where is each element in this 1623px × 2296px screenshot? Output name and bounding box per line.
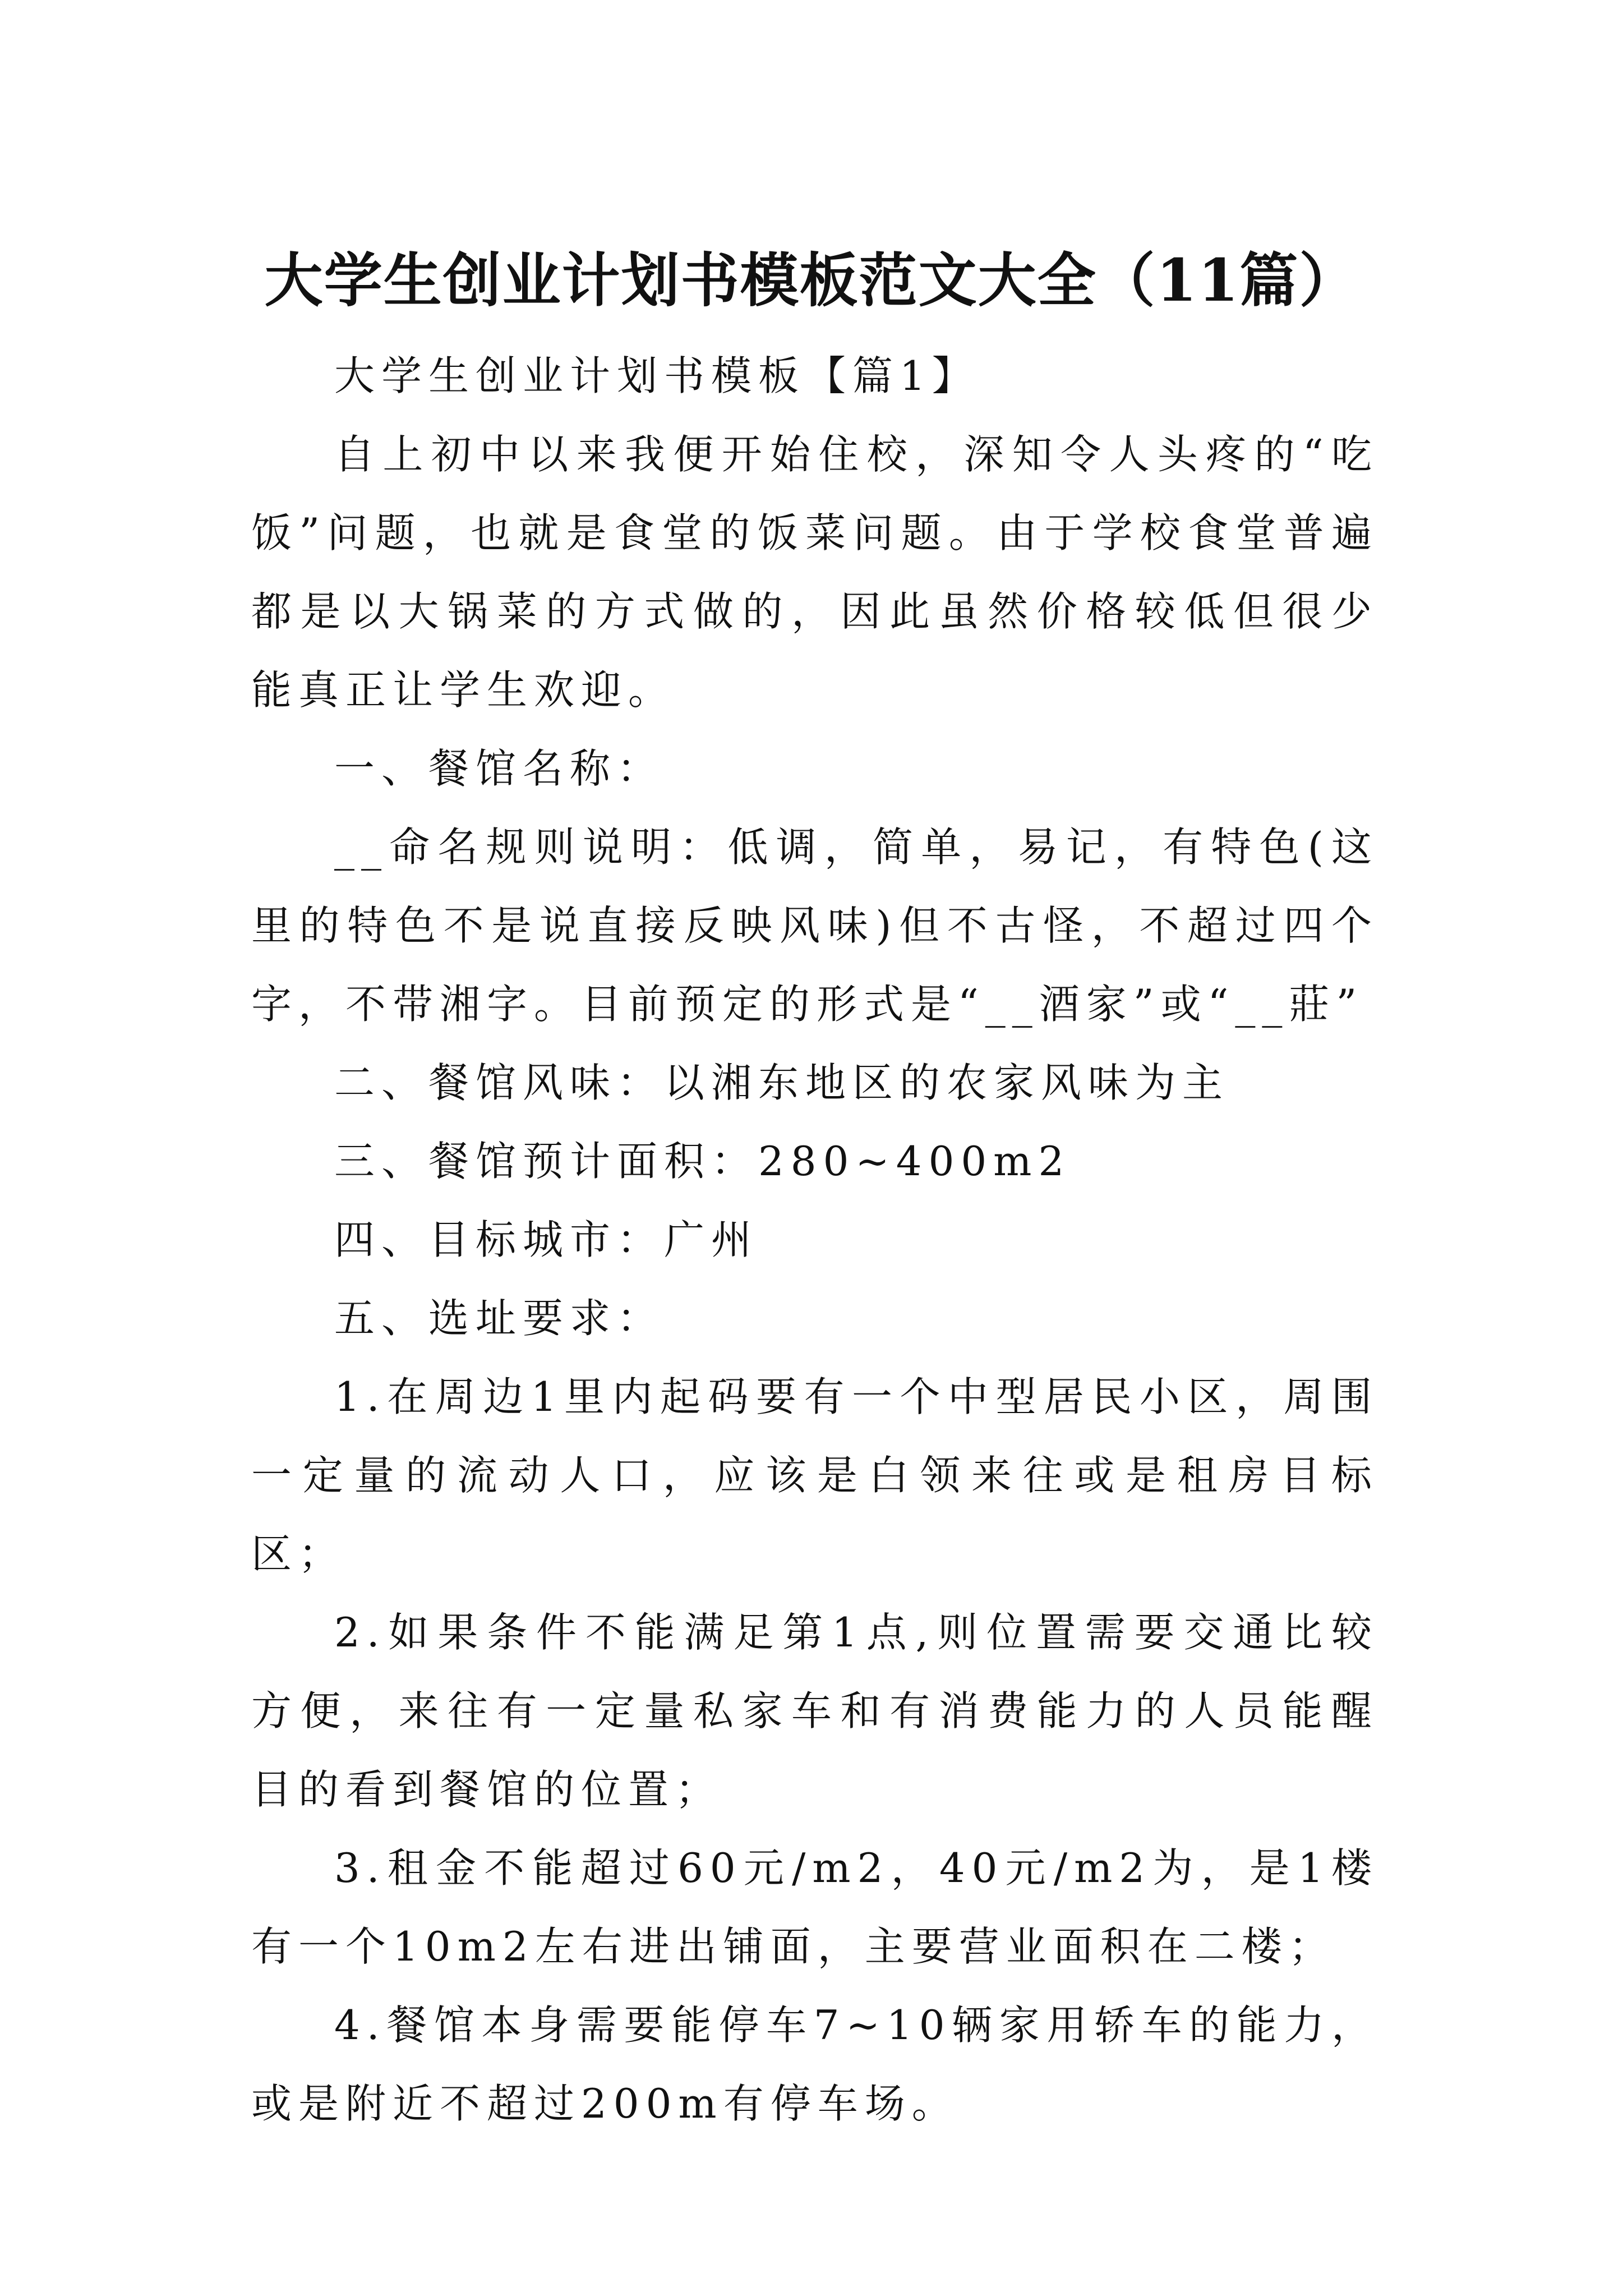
list-heading-name: 一、餐馆名称： <box>334 745 665 792</box>
list-item: 1.在周边1里内起码要有一个中型居民小区，周围一定量的流动人口，应该是白领来往或是租房目标区； <box>251 1373 1378 1577</box>
list-item: 2.如果条件不能满足第1点,则位置需要交通比较方便，来往有一定量私家车和有消费能力的人员能醒目的看到餐馆的位置； <box>251 1609 1378 1813</box>
list-item-flavor: 二、餐馆风味：以湘东地区的农家风味为主 <box>334 1059 1230 1106</box>
list-heading-location: 五、选址要求： <box>334 1295 665 1342</box>
section-heading: 大学生创业计划书模板【篇1】 <box>334 352 979 399</box>
document-title: 大学生创业计划书模板范文大全（11篇） <box>264 245 1359 315</box>
paragraph: 自上初中以来我便开始住校，深知令人头疼的“吃饭”问题，也就是食堂的饭菜问题。由于学校食堂普遍都是以大锅菜的方式做的，因此虽然价格较低但很少能真正让学生欢迎。 <box>251 431 1378 714</box>
list-item-area: 三、餐馆预计面积：280~400m2 <box>334 1138 1071 1185</box>
list-item: 3.租金不能超过60元/m2，40元/m2为，是1楼有一个10m2左右进出铺面，主要营业面积在二楼； <box>251 1844 1378 1970</box>
paragraph: __命名规则说明：低调，简单，易记，有特色(这里的特色不是说直接反映风味)但不古怪，不超过四个字，不带湘字。目前预定的形式是“__酒家”或“__莊” <box>251 823 1378 1028</box>
list-item: 4.餐馆本身需要能停车7~10辆家用轿车的能力，或是附近不超过200m有停车场。 <box>251 2001 1378 2127</box>
document-body <box>251 337 1378 2143</box>
list-item-city: 四、目标城市：广州 <box>334 1216 759 1263</box>
